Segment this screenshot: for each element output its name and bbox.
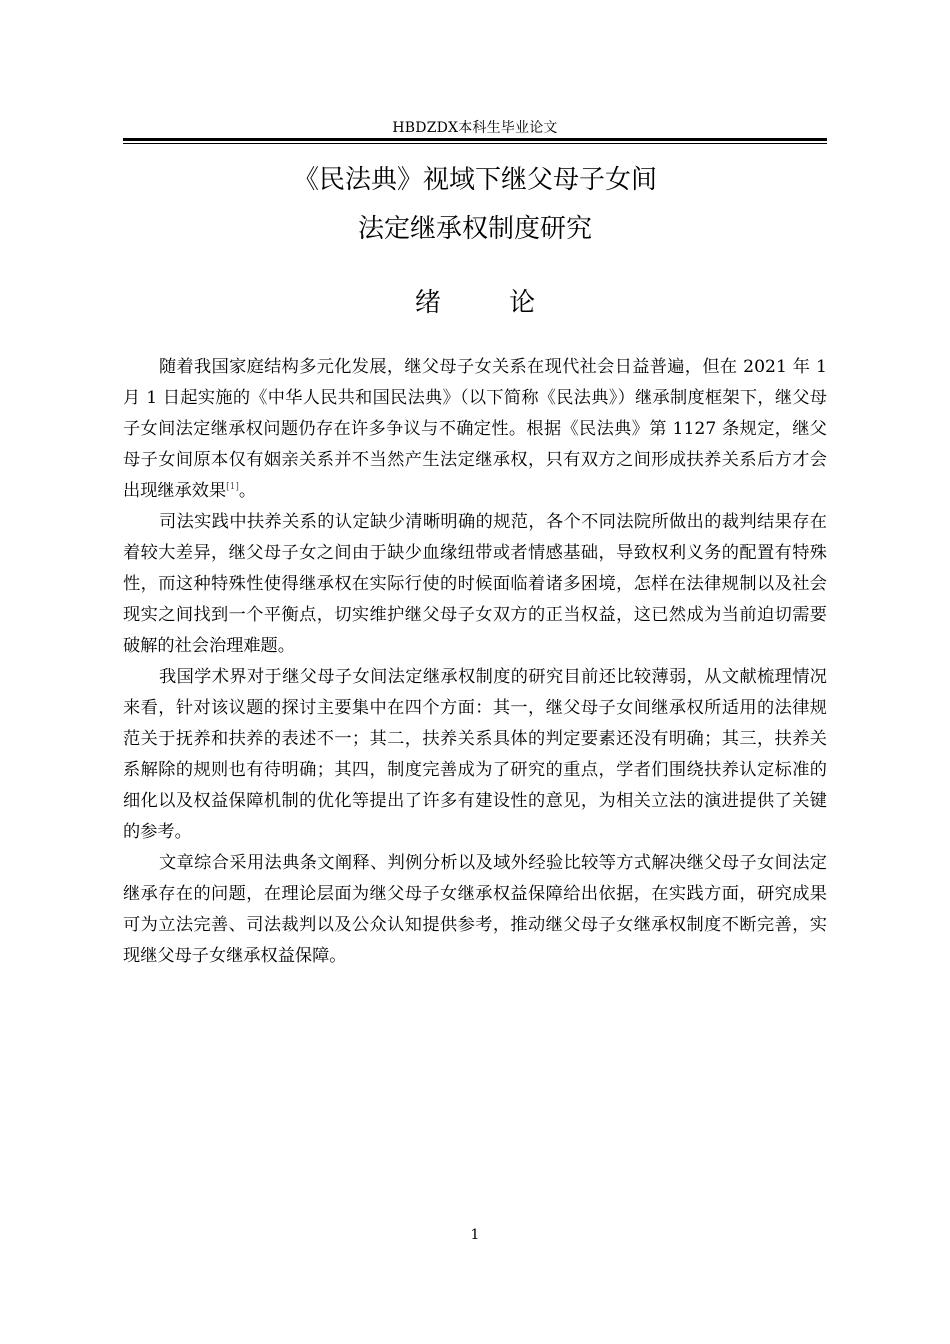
paragraph-1-end: 。 [238,481,257,501]
paper-title-line-2: 法定继承权制度研究 [357,214,592,244]
paragraph-2: 司法实践中扶养关系的认定缺少清晰明确的规范，各个不同法院所做出的裁判结果存在着较大差异，继父母子女之间由于缺少血缘纽带或者情感基础，导致权利义务的配置有特殊性，而这种特殊性使得继承权在实际行使的时候面临着诸多困境，怎样在法律规制以及社会现实之间找到一个平衡点，切实维护继父母子女双方的正当权益，这已然成为当前迫切需要破解的社会治理难题。 [123,512,827,656]
paragraph-1 [123,352,827,507]
paragraph-4: 文章综合采用法典条文阐释、判例分析以及域外经验比较等方式解决继父母子女间法定继承存在的问题，在理论层面为继父母子女继承权益保障给出依据，在实践方面，研究成果可为立法完善、司法裁判以及公众认知提供参考，推动继父母子女继承权制度不断完善，实现继父母子女继承权益保障。 [123,853,827,966]
paragraph-1-text: 随着我国家庭结构多元化发展，继父母子女关系在现代社会日益普遍，但在 2021 年 1 月 1 日起实施的《中华人民共和国民法典》（以下简称《民法典》）继承制度框架下，继父母子女间法定继承权问题仍存在许多争议与不确定性。根据《民法典》第 1127 条规定，继父母子女间原本仅有姻亲关系并不当然产生法定继承权，只有双方之间形成扶养关系后方才会出现继承效果 [123,357,827,501]
header-rule-thin [123,143,827,144]
header-rule-thick [123,138,827,141]
page-number: 1 [470,1227,480,1243]
citation-marker: [1] [226,482,239,492]
body-text [123,352,827,972]
running-header: HBDZDX本科生毕业论文 [392,120,558,136]
paragraph-3: 我国学术界对于继父母子女间法定继承权制度的研究目前还比较薄弱，从文献梳理情况来看，针对该议题的探讨主要集中在四个方面：其一，继父母子女间继承权所适用的法律规范关于抚养和扶养的表述不一；其二，扶养关系具体的判定要素还没有明确；其三，扶养关系解除的规则也有待明确；其四，制度完善成为了研究的重点，学者们围绕扶养认定标准的细化以及权益保障机制的优化等提出了许多有建设性的意见，为相关立法的演进提供了关键的参考。 [123,667,827,842]
section-heading: 绪 论 [414,288,566,318]
paper-title-line-1: 《民法典》视域下继父母子女间 [292,165,657,195]
